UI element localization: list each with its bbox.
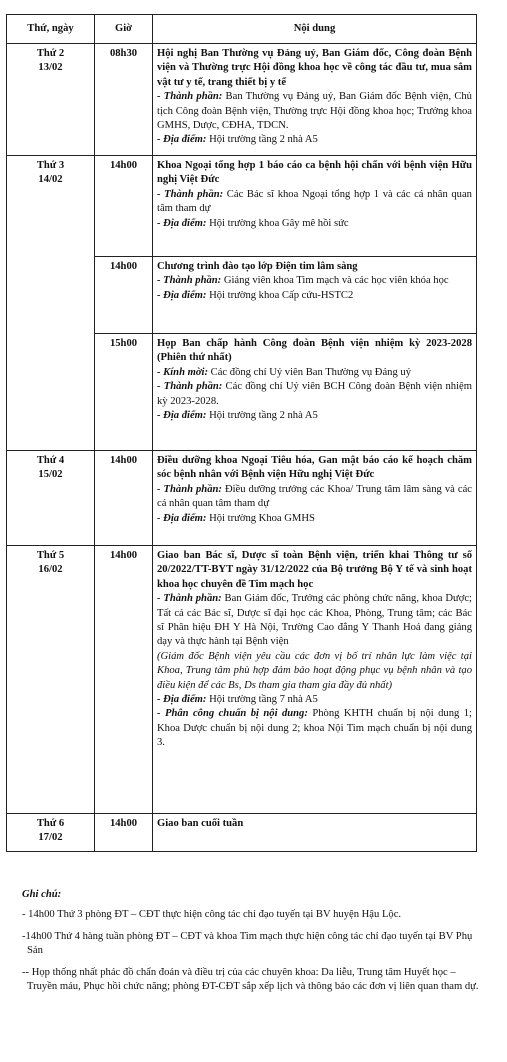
event-line <box>157 217 472 231</box>
line-text: Điều dưỡng trưởng các Khoa/ Trung tâm lâm sàng và các cá nhân quan tâm tham dự <box>157 483 472 510</box>
event-line <box>157 274 472 288</box>
event-note: (Giám đốc Bệnh viện yêu cầu các đơn vị bố trí nhân lực làm việc tại Khoa, Trung tâm phù hợp đảm bảo hoạt động phục vụ bệnh nhân và tạo điều kiện để các Bs, Ds tham gia tham gia đầy đủ nhất) <box>157 650 472 691</box>
day-cell <box>7 451 95 546</box>
day-label: Thứ 6 <box>36 818 65 829</box>
line-text: Hội trường Khoa GMHS <box>206 512 315 524</box>
line-label: - Thành phần: <box>157 483 222 495</box>
line-text: Hội trường khoa Cấp cứu-HSTC2 <box>206 289 354 301</box>
event-line <box>157 707 472 750</box>
event-line <box>157 380 472 409</box>
line-text: Hội trường tầng 2 nhà A5 <box>206 410 318 422</box>
event-line <box>157 133 472 147</box>
event-title: Giao ban cuối tuần <box>157 818 244 829</box>
event-line <box>157 366 472 380</box>
content-cell <box>153 814 477 852</box>
event-line <box>157 188 472 217</box>
line-label: - Địa điểm: <box>157 512 207 524</box>
line-text: Giảng viên khoa Tim mạch và các học viên khóa học <box>221 275 449 287</box>
event-title: Khoa Ngoại tổng hợp 1 báo cáo ca bệnh hội chẩn với bệnh viện Hữu nghị Việt Đức <box>157 160 472 186</box>
content-cell <box>153 44 477 156</box>
time-cell: 08h30 <box>95 44 153 156</box>
day-label: Thứ 5 <box>36 550 65 561</box>
day-cell <box>7 814 95 852</box>
note-item: -14h00 Thứ 4 hàng tuần phòng ĐT – CĐT và khoa Tim mạch thực hiện công tác chỉ đạo tuyến tại BV Phụ Sản <box>22 930 473 957</box>
line-label: - Địa điểm: <box>157 134 207 146</box>
table-row <box>7 546 477 814</box>
line-text: Hội trường khoa Gây mê hồi sức <box>206 217 349 229</box>
notes-title: Ghi chú: <box>22 889 62 900</box>
header-day: Thứ, ngày <box>7 15 95 44</box>
day-date: 15/02 <box>38 469 63 481</box>
day-label: Thứ 2 <box>36 48 65 59</box>
time-cell: 14h00 <box>95 156 153 257</box>
line-label: - Phân công chuẩn bị nội dung: <box>157 708 308 720</box>
line-text: Ban Thường vụ Đảng uỷ, Ban Giám đốc Bệnh viện, Chủ tịch Công đoàn Bệnh viện, Thường trực Hội đồng khoa học; Trưởng khoa GMHS, Dược, CĐHA, TDCN. <box>157 91 472 132</box>
event-title: Chương trình đào tạo lớp Điện tim lâm sàng <box>157 261 358 272</box>
line-label: - Thành phần: <box>157 188 224 200</box>
event-line <box>157 483 472 512</box>
note-item: -- Họp thống nhất phác đồ chẩn đoán và điều trị của các chuyên khoa: Da liễu, Trung tâm Huyết học – Truyền máu, Phục hồi chức năng; phòng ĐT-CĐT sắp xếp lịch và thông báo các đơn vị liên quan tham dự. <box>22 966 479 993</box>
time-cell: 15h00 <box>95 334 153 451</box>
table-row <box>7 156 477 257</box>
content-cell <box>153 334 477 451</box>
event-line <box>157 512 472 526</box>
line-text: Các đồng chí Uỷ viên BCH Công đoàn Bệnh viện nhiệm kỳ 2023-2028. <box>157 381 472 407</box>
day-cell <box>7 44 95 156</box>
day-cell <box>7 156 95 451</box>
time-cell: 14h00 <box>95 546 153 814</box>
content-cell <box>153 546 477 814</box>
line-text: Hội trường tầng 2 nhà A5 <box>206 134 318 146</box>
event-title: Điều dưỡng khoa Ngoại Tiêu hóa, Gan mật báo cáo kế hoạch chăm sóc bệnh nhân với Bệnh viện Hữu nghị Việt Đức <box>157 455 472 481</box>
day-label: Thứ 3 <box>36 160 65 171</box>
note-item: - 14h00 Thứ 3 phòng ĐT – CĐT thực hiện công tác chỉ đạo tuyến tại BV huyện Hậu Lộc. <box>22 909 402 921</box>
event-line <box>157 592 472 650</box>
content-cell <box>153 257 477 334</box>
day-cell <box>7 546 95 814</box>
line-label: - Địa điểm: <box>157 410 207 422</box>
table-row <box>7 814 477 852</box>
table-row <box>7 451 477 546</box>
line-label: - Địa điểm: <box>157 694 207 706</box>
content-cell <box>153 451 477 546</box>
day-date: 14/02 <box>38 174 63 186</box>
day-date: 13/02 <box>38 62 63 74</box>
day-date: 17/02 <box>38 832 63 844</box>
line-text: Phòng KHTH chuẩn bị nội dung 1; Khoa Dược chuẩn bị nội dung 2; khoa Nội Tim mạch chuẩn bị nội dung 3. <box>157 708 473 749</box>
day-label: Thứ 4 <box>36 455 65 466</box>
content-cell <box>153 156 477 257</box>
header-content: Nội dung <box>153 15 477 44</box>
day-date: 16/02 <box>38 564 63 576</box>
event-title: Giao ban Bác sĩ, Dược sĩ toàn Bệnh viện, triển khai Thông tư số 20/2022/TT-BYT ngày 31/12/2022 của Bộ trưởng Bộ Y tế và sinh hoạt khoa học chuyên đề Tim mạch học <box>157 550 472 590</box>
table-row <box>7 44 477 156</box>
event-title: Hội nghị Ban Thường vụ Đảng uỷ, Ban Giám đốc, Công đoàn Bệnh viện và Thường trực Hội đồng khoa học về công tác đầu tư, mua sắm vật tư y tế, trang thiết bị y tế <box>157 48 472 88</box>
line-text: Hội trường tầng 7 nhà A5 <box>206 694 318 706</box>
line-label: - Địa điểm: <box>157 217 207 229</box>
time-cell: 14h00 <box>95 451 153 546</box>
line-label: - Kính mời: <box>157 366 209 378</box>
line-label: - Thành phần: <box>157 275 222 287</box>
header-time: Giờ <box>95 15 153 44</box>
notes-section <box>22 888 480 1001</box>
event-line <box>157 693 472 707</box>
line-text: Ban Giám đốc, Trưởng các phòng chức năng, khoa Dược; Tất cả các Bác sĩ, Dược sĩ đại học các Khoa, Phòng, Trung tâm; các Bác sĩ Phân hiệu ĐH Y Hà Nội, Trường Cao đẳng Y Thanh Hoá đang giảng dạy và thực hành tại Bệnh viện <box>157 593 472 648</box>
line-label: - Thành phần: <box>157 91 223 103</box>
event-line <box>157 409 472 423</box>
time-cell: 14h00 <box>95 814 153 852</box>
line-text: Các đồng chí Uỷ viên Ban Thường vụ Đảng uỷ <box>208 366 411 378</box>
line-label: - Thành phần: <box>157 381 223 393</box>
line-label: - Địa điểm: <box>157 289 207 301</box>
event-title: Họp Ban chấp hành Công đoàn Bệnh viện nhiệm kỳ 2023-2028 (Phiên thứ nhất) <box>157 338 472 364</box>
line-label: - Thành phần: <box>157 593 222 605</box>
event-line <box>157 90 472 133</box>
event-line <box>157 289 472 303</box>
time-cell: 14h00 <box>95 257 153 334</box>
weekly-schedule-table <box>6 14 477 852</box>
line-text: Các Bác sĩ khoa Ngoại tổng hợp 1 và các cá nhân quan tâm tham dự <box>157 188 472 215</box>
table-header-row <box>7 15 477 44</box>
